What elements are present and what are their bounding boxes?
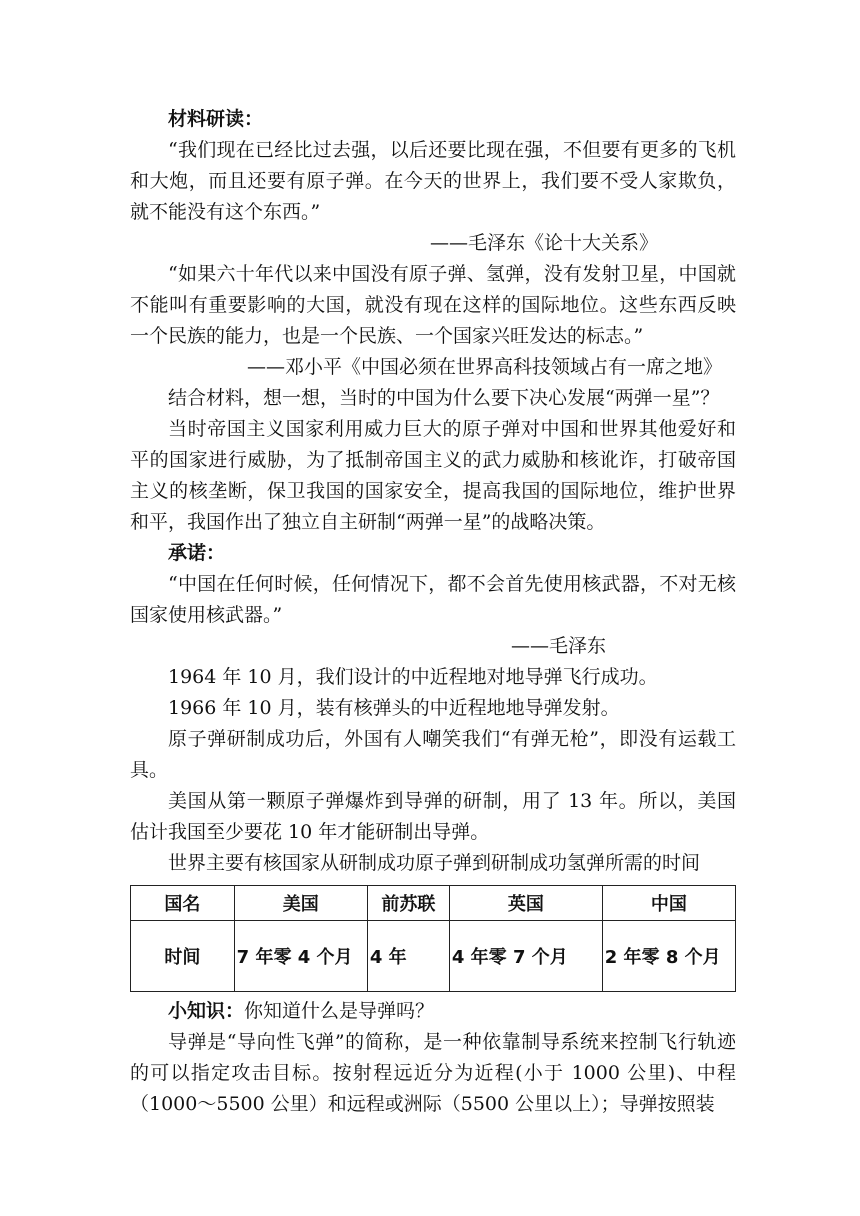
quote-deng-paragraph: “如果六十年代以来中国没有原子弹、氢弹，没有发射卫星，中国就不能叫有重要影响的大国，就没有现在这样的国际地位。这些东西反映一个民族的能力，也是一个民族、一个国家兴旺发达的标志。” [130,263,736,347]
attribution-promise: ——毛泽东 [510,635,606,657]
section-heading-promise: 承诺： [168,542,226,564]
table-header-cell: 美国 [234,886,367,921]
fact-1964: 1964 年 10 月，我们设计的中近程地对地导弹飞行成功。 [168,666,658,688]
table-header-cell: 中国 [602,886,735,921]
attribution-deng: ——邓小平《中国必须在世界高科技领域占有一席之地》 [246,356,722,378]
knowledge-question: 你知道什么是导弹吗？ [244,1000,435,1022]
table-row [131,921,736,992]
table-cell: 4 年 [367,921,449,992]
knowledge-paragraph [130,996,736,1027]
table-header-cell: 国名 [131,886,235,921]
table-row-label: 时间 [131,921,235,992]
document-page [130,104,736,1120]
table-cell: 7 年零 4 个月 [234,921,367,992]
section-heading-material: 材料研读： [168,108,264,130]
fact-1966: 1966 年 10 月，装有核弹头的中近程地地导弹发射。 [168,697,620,719]
section-heading-knowledge: 小知识： [168,1000,245,1022]
nuclear-timeline-table [130,885,736,992]
promise-quote: “中国在任何时候，任何情况下，都不会首先使用核武器，不对无核国家使用核武器。” [130,573,736,626]
fact-no-carrier: 原子弹研制成功后，外国有人嘲笑我们“有弹无枪”，即没有运载工具。 [130,728,736,781]
table-header-row [131,886,736,921]
fact-us-estimate: 美国从第一颗原子弹爆炸到导弹的研制，用了 13 年。所以，美国估计我国至少要花 10 年才能研制出导弹。 [130,790,736,843]
table-header-cell: 英国 [449,886,602,921]
answer-paragraph: 当时帝国主义国家利用威力巨大的原子弹对中国和世界其他爱好和平的国家进行威胁，为了抵制帝国主义的武力威胁和核讹诈，打破帝国主义的核垄断，保卫我国的国家安全，提高我国的国际地位，维护世界和平，我国作出了独立自主研制“两弹一星”的战略决策。 [130,418,736,533]
table-caption: 世界主要有核国家从研制成功原子弹到研制成功氢弹所需的时间 [168,852,701,874]
attribution-mao: ——毛泽东《论十大关系》 [429,232,658,254]
table-cell: 4 年零 7 个月 [449,921,602,992]
quote-mao-paragraph: “我们现在已经比过去强，以后还要比现在强，不但要有更多的飞机和大炮，而且还要有原子弹。在今天的世界上，我们要不受人家欺负，就不能没有这个东西。” [130,139,736,223]
table-header-cell: 前苏联 [367,886,449,921]
missile-definition: 导弹是“导向性飞弹”的简称，是一种依靠制导系统来控制飞行轨迹的可以指定攻击目标。按射程远近分为近程(小于 1000 公里)、中程（1000～5500 公里）和远程或洲际（5500 公里以上）；导弹按照装 [130,1031,736,1115]
question-paragraph: 结合材料，想一想，当时的中国为什么要下决心发展“两弹一星”？ [168,387,720,409]
table-cell: 2 年零 8 个月 [602,921,735,992]
